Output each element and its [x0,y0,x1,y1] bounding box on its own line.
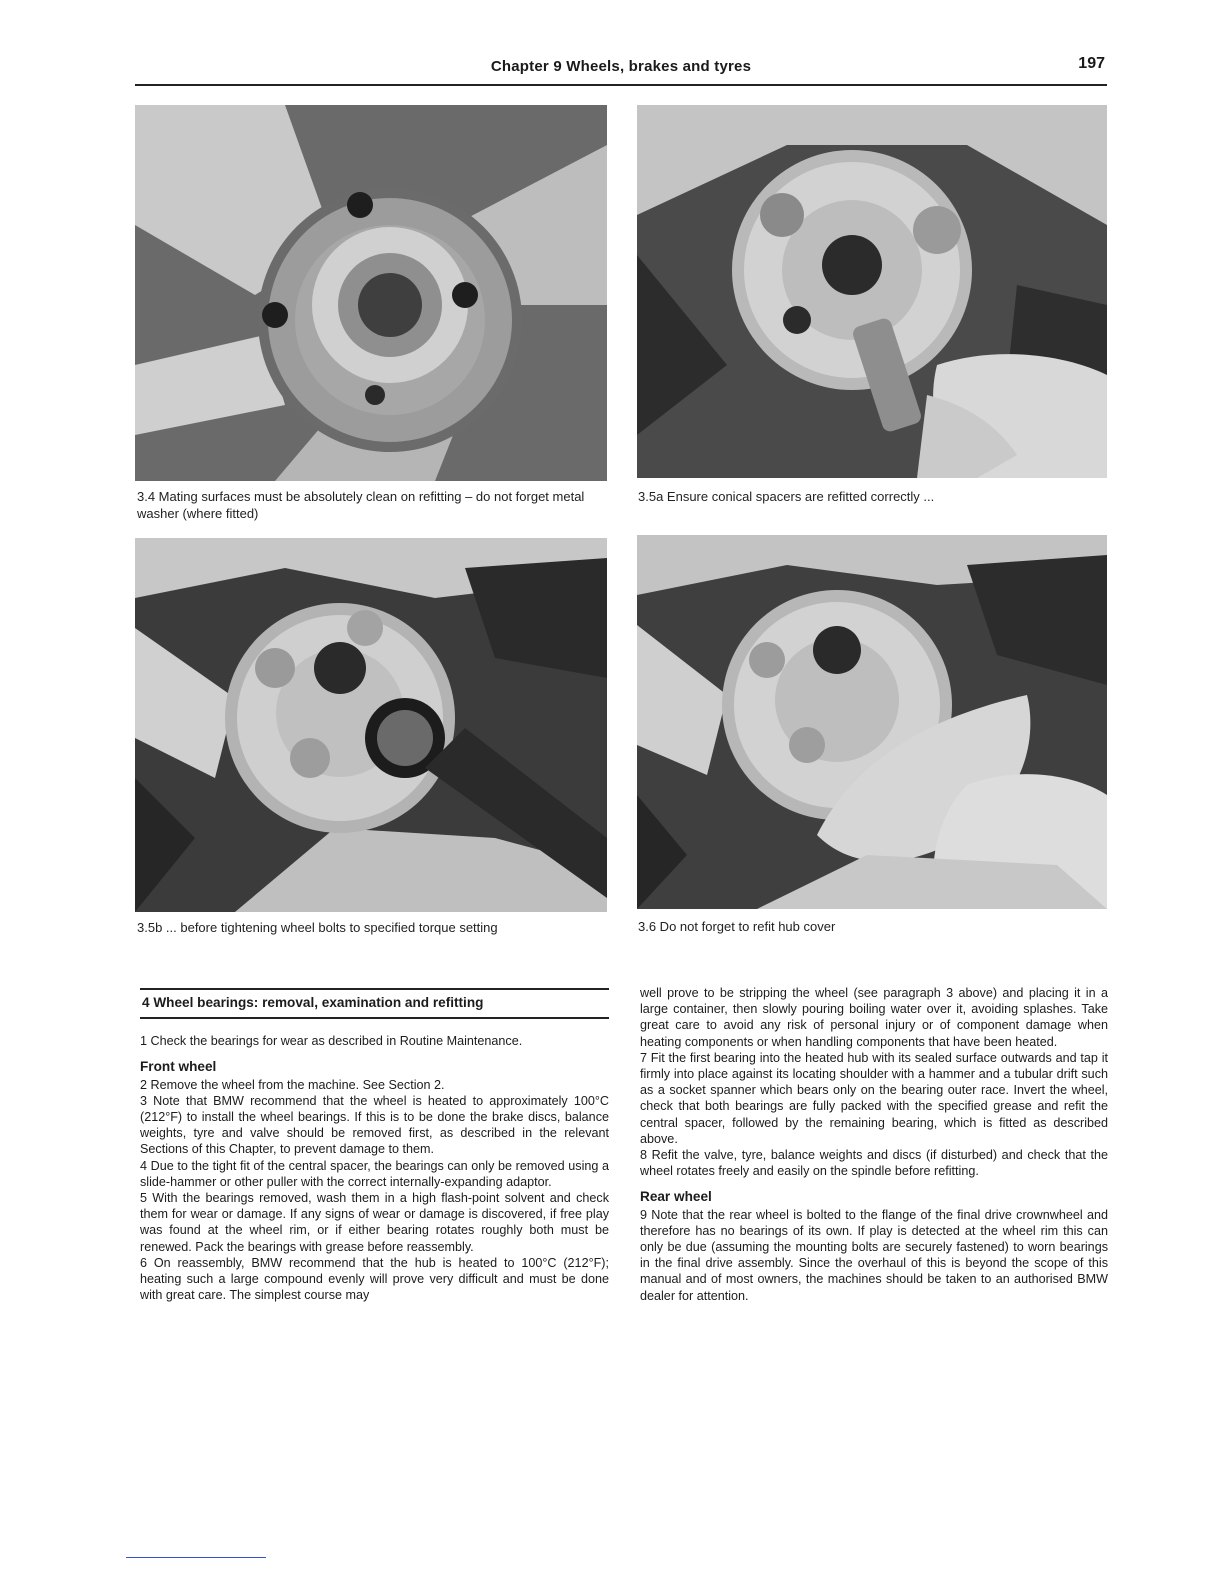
page-number: 197 [1078,55,1105,72]
page-header [135,52,1107,86]
wheel-hub-illustration [135,105,607,481]
section-intro-paragraph: 1 Check the bearings for wear as described in Routine Maintenance. [140,1034,523,1049]
wheel-bolts-illustration [135,538,607,912]
right-text-column [640,985,1108,1304]
paragraph-8: 8 Refit the valve, tyre, balance weights and discs (if disturbed) and check that the wheel rotates freely and easily on the spindle before refitting. [640,1148,1108,1179]
caption-3-6: 3.6 Do not forget to refit hub cover [638,919,836,934]
hub-cover-illustration [637,535,1107,909]
photo-tightening-wheel-bolts [135,538,607,912]
photo-hub-mating-surface [135,105,607,481]
chapter-title: Chapter 9 Wheels, brakes and tyres [490,58,752,75]
photo-conical-spacers [637,105,1107,478]
rear-wheel-heading: Rear wheel [640,1189,712,1205]
paragraph-2: 2 Remove the wheel from the machine. See Section 2. [140,1077,445,1092]
paragraph-4: 4 Due to the tight fit of the central spacer, the bearings can only be removed using a slide-hammer or other puller with the correct internally-expanding adaptor. [140,1158,609,1189]
paragraph-7: 7 Fit the first bearing into the heated hub with its sealed surface outwards and tap it firmly into place against its locating shoulder with a hammer and a tubular drift such as a socket spanner which bears only on the bearing outer race. Invert the wheel, check that both bearings are fully packed with the specified grease and refit the central spacer, followed by the remaining bearing, which is fitted as described above. [640,1050,1108,1146]
caption-3-5b: 3.5b ... before tightening wheel bolts to specified torque setting [137,920,498,935]
caption-3-4: 3.4 Mating surfaces must be absolutely clean on refitting – do not forget metal washer (where fitted) [137,489,585,521]
paragraph-3: 3 Note that BMW recommend that the wheel is heated to approximately 100°C (212°F) to install the wheel bearings. If this is to be done the brake discs, balance weights, tyre and valve should be removed first, as described in the relevant Sections of this Chapter, to prevent damage to them. [140,1093,609,1157]
front-wheel-heading: Front wheel [140,1059,217,1075]
caption-3-5a: 3.5a Ensure conical spacers are refitted correctly ... [638,489,935,504]
footnote-rule [126,1557,266,1558]
paragraph-6: 6 On reassembly, BMW recommend that the hub is heated to 100°C (212°F); heating such a large compound evenly will prove very difficult and must be done with great care. The simplest course may [140,1255,609,1303]
wheel-spacer-illustration [637,105,1107,478]
section-heading: 4 Wheel bearings: removal, examination and refitting [140,988,609,1019]
left-text-column [140,988,609,1303]
photo-refit-hub-cover [637,535,1107,909]
paragraph-9: 9 Note that the rear wheel is bolted to the flange of the final drive crownwheel and therefore has no bearings of its own. If play is detected at the wheel rim this can only be due (assuming the mounting bolts are securely fastened) to worn bearings in the final drive assembly. Since the overhaul of this is beyond the scope of this manual and of most owners, the machines should be taken to an authorised BMW dealer for attention. [640,1207,1108,1303]
paragraph-6-continued: well prove to be stripping the wheel (see paragraph 3 above) and placing it in a large container, then slowly pouring boiling water over it, avoiding splashes. Take great care to avoid any risk of personal injury or of component damage when heating components or when handling components that have been heated. [640,986,1108,1049]
paragraph-5: 5 With the bearings removed, wash them in a high flash-point solvent and check them for wear or damage. If any signs of wear or damage is discovered, if free play was found at the wheel rim, or if either bearing rotates roughly both must be renewed. Pack the bearings with grease before reassembly. [140,1191,609,1254]
